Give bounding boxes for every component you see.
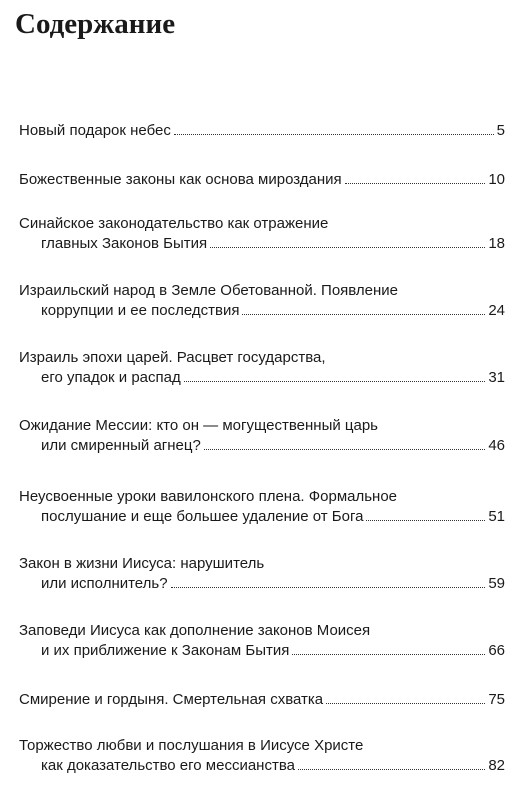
toc-entry-title-continued: коррупции и ее последствия	[41, 302, 240, 319]
page-title: Содержание	[15, 8, 176, 40]
toc-entry[interactable]	[19, 214, 505, 254]
toc-entry-title: Новый подарок небес	[19, 122, 171, 139]
toc-entry-title: Божественные законы как основа мироздания	[19, 171, 342, 188]
toc-page-number: 46	[488, 437, 505, 454]
dot-leader	[210, 247, 485, 248]
toc-page-number: 18	[488, 235, 505, 252]
toc-page-number: 24	[488, 302, 505, 319]
toc-page-number: 10	[488, 171, 505, 188]
toc-entry-title: Закон в жизни Иисуса: нарушитель	[19, 555, 265, 572]
dot-leader	[171, 587, 486, 588]
toc-entry-title: Неусвоенные уроки вавилонского плена. Формальное	[19, 488, 398, 505]
toc-entry[interactable]	[19, 487, 505, 527]
dot-leader	[174, 134, 494, 135]
dot-leader	[184, 381, 486, 382]
toc-entry-title-continued: или смиренный агнец?	[41, 437, 201, 454]
toc-entry[interactable]	[19, 121, 505, 141]
dot-leader	[242, 314, 485, 315]
toc-page-number: 51	[488, 508, 505, 525]
toc-entry-title-continued: главных Законов Бытия	[41, 235, 208, 252]
toc-entry-title: Ожидание Мессии: кто он — могущественный царь	[19, 417, 378, 434]
toc-entry-title: Синайское законодательство как отражение	[19, 215, 329, 232]
toc-entry-title-continued: и их приближение к Законам Бытия	[41, 642, 290, 659]
toc-entry-title: Израильский народ в Земле Обетованной. Появление	[19, 282, 399, 299]
toc-entry[interactable]	[19, 416, 505, 456]
toc-page-number: 66	[488, 642, 505, 659]
toc-page-number: 82	[488, 757, 505, 774]
toc-entry[interactable]	[19, 170, 505, 190]
toc-entry-title-continued: послушание и еще большее удаление от Бога	[41, 508, 364, 525]
toc-entry-title-continued: или исполнитель?	[41, 575, 168, 592]
toc-entry-title: Израиль эпохи царей. Расцвет государства,	[19, 349, 326, 366]
dot-leader	[345, 183, 486, 184]
toc-entry-title: Торжество любви и послушания в Иисусе Христе	[19, 737, 364, 754]
toc-entry[interactable]	[19, 736, 505, 776]
dot-leader	[204, 449, 485, 450]
toc-entry[interactable]	[19, 348, 505, 388]
toc-entry[interactable]	[19, 554, 505, 594]
toc-page-number: 5	[496, 122, 505, 139]
toc-page-number: 31	[488, 369, 505, 386]
toc-entry[interactable]	[19, 621, 505, 661]
toc-page-number: 75	[488, 691, 505, 708]
toc-entry-title: Заповеди Иисуса как дополнение законов Моисея	[19, 622, 371, 639]
toc-page-number: 59	[488, 575, 505, 592]
dot-leader	[292, 654, 485, 655]
toc-entry-title-continued: как доказательство его мессианства	[41, 757, 295, 774]
toc-entry-title-continued: его упадок и распад	[41, 369, 181, 386]
dot-leader	[366, 520, 485, 521]
dot-leader	[298, 769, 485, 770]
toc-entry[interactable]	[19, 690, 505, 710]
dot-leader	[326, 703, 485, 704]
toc-entry[interactable]	[19, 281, 505, 321]
toc-entry-title: Смирение и гордыня. Смертельная схватка	[19, 691, 324, 708]
